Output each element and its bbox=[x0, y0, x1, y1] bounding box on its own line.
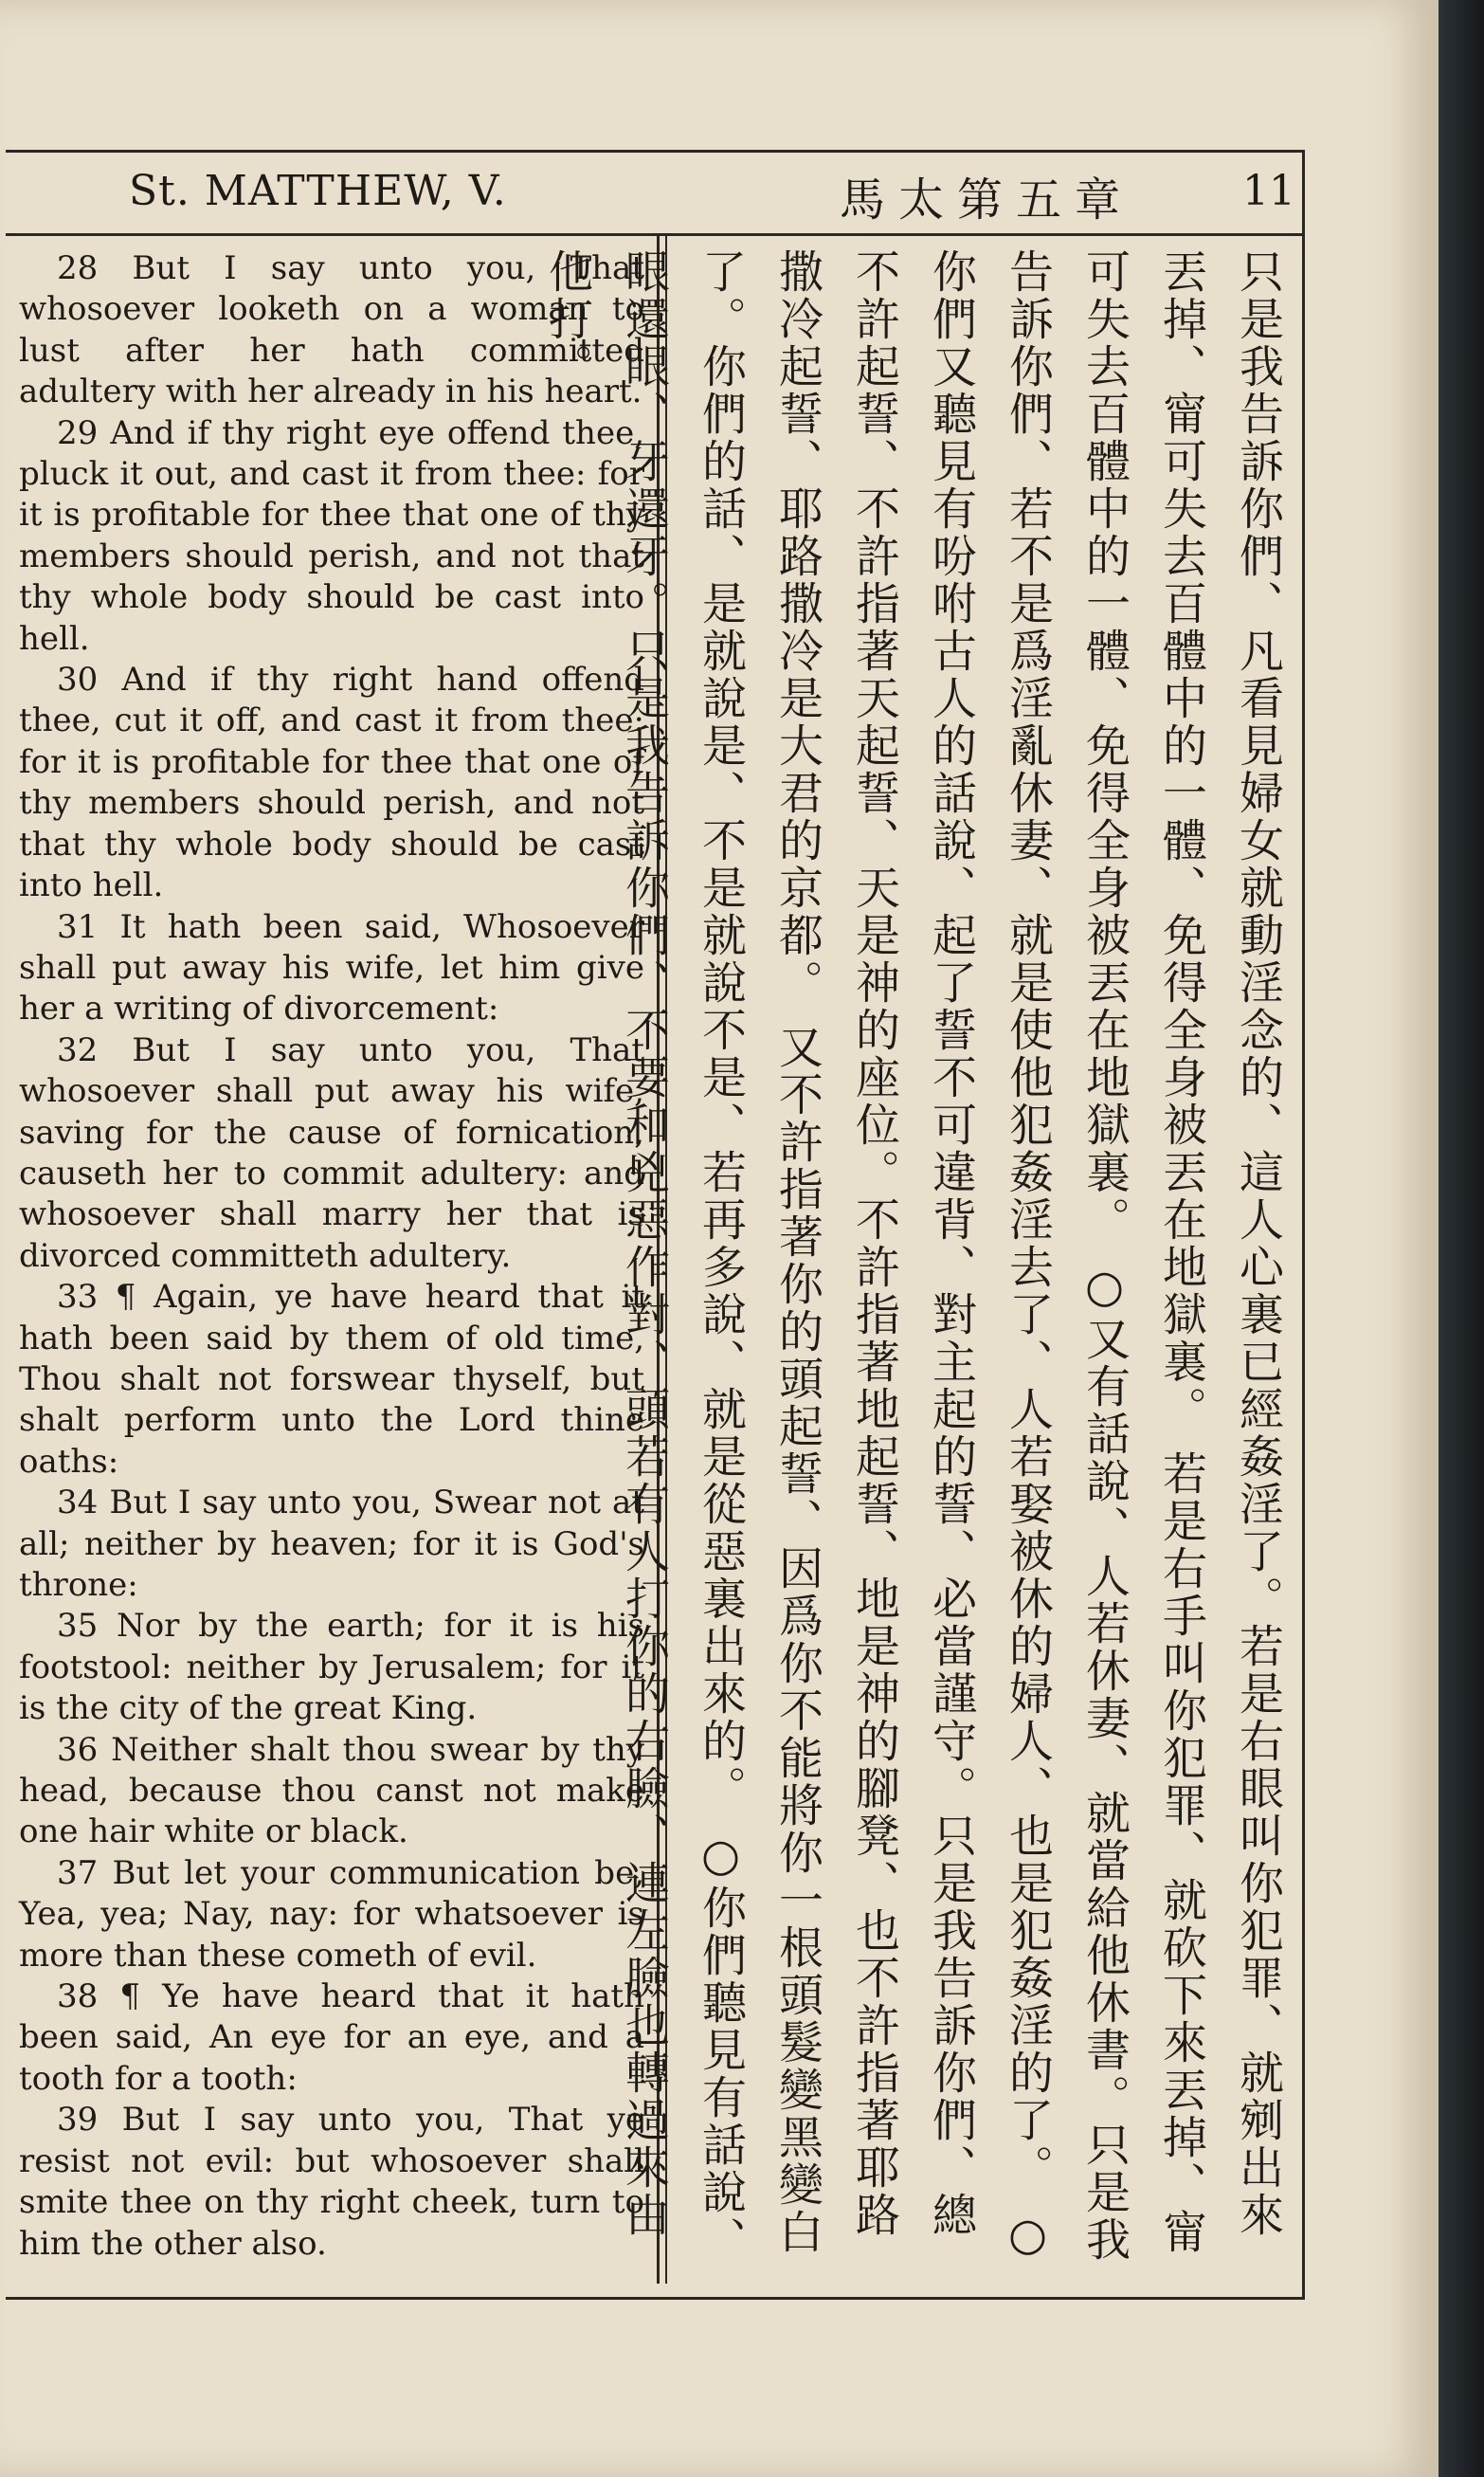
chinese-passage: 若是右手叫你犯罪、就砍下來丟掉、甯可失去百體中的一體、免得全身被丟在地獄裏。 bbox=[1078, 248, 1207, 2256]
chinese-passage: 只是我告訴你們、凡看見婦女就動淫念的、這人心裏已經姦淫了。若是右眼叫你犯罪、就剜出來丟掉、甯可失去百體中的一體、免得全身被丟在地獄裏。 bbox=[1155, 248, 1284, 2239]
running-header bbox=[6, 150, 1302, 236]
verse-36: 36 Neither shalt thou swear by thy head, because thou canst not make one hair white or black. bbox=[19, 1730, 644, 1851]
english-text-column bbox=[19, 248, 644, 2265]
verse-28: 28 But I say unto you, That whosoever looketh on a woman to lust after her hath committed adultery with her already in his heart. bbox=[19, 249, 644, 411]
chinese-text-column bbox=[541, 248, 1296, 2268]
verse-38: 38 ¶ Ye have heard that it hath been said, An eye for an eye, and a tooth for a tooth: bbox=[19, 1977, 644, 2098]
verse-31: 31 It hath been said, Whosoever shall put away his wife, let him give her a writing of divorcement: bbox=[19, 907, 644, 1029]
verse-35: 35 Nor by the earth; for it is his footstool: neither by Jerusalem; for it is the city of the great King. bbox=[19, 1607, 644, 1728]
verse-39: 39 But I say unto you, That ye resist not evil: but whosoever shall smite thee on thy right cheek, turn to him the other also. bbox=[19, 2101, 644, 2263]
header-english-title: St. MATTHEW, V. bbox=[129, 167, 507, 215]
chinese-passage: ○又有話說、人若休妻、就當給他休書。只是我告訴你們、若不是爲淫亂休妻、就是使他犯姦淫去了、人若娶被休的婦人、也是犯姦淫的了。 bbox=[1002, 248, 1131, 2264]
verse-33: 33 ¶ Again, ye have heard that it hath been said by them of old time, Thou shalt not forswear thyself, but shalt perform unto the Lord thine oaths: bbox=[19, 1278, 644, 1481]
chinese-passage: ○你們又聽見有吩咐古人的話說、起了誓不可違背、對主起的誓、必當謹守。只是我告訴你們、總不許起誓、不許指著天起誓、天是神的座位。不許指著地起誓、地是神的腳凳、也不許指著耶路撒冷起誓、耶路撒冷是大君的京都。 bbox=[771, 248, 1054, 2264]
verse-29: 29 And if thy right eye offend thee, pluck it out, and cast it from thee: for it is profitable for thee that one of thy members should perish, and not that thy whole body should be cast into hell. bbox=[19, 413, 644, 658]
verse-32: 32 But I say unto you, That whosoever shall put away his wife, saving for the cause of fornication, causeth her to commit adultery: and whosoever shall marry her that is divorced committeth adultery. bbox=[19, 1030, 644, 1275]
verse-37: 37 But let your communication be, Yea, yea; Nay, nay: for whatsoever is more than these cometh of evil. bbox=[19, 1853, 644, 1975]
header-chinese-title: 馬太第五章 bbox=[840, 173, 1134, 227]
chinese-passage: ○你們聽見有話說、眼還眼、牙還牙。只是我告訴你們、不要和兇惡作對、頭若有人打你的右臉、連左臉也轉過來由他打。 bbox=[541, 248, 747, 2264]
verse-34: 34 But I say unto you, Swear not at all; neither by heaven; for it is God's throne: bbox=[19, 1484, 644, 1604]
chinese-passage: 又不許指著你的頭起誓、因爲你不能將你一根頭髮變黑變白了。你們的話、是就說是、不是就說不是、若再多說、就是從惡裏出來的。 bbox=[695, 248, 823, 2256]
page-number: 11 bbox=[1242, 167, 1295, 215]
verse-30: 30 And if thy right hand offend thee, cut it off, and cast it from thee: for it is profitable for thee that one of thy members should perish, and not that thy whole body should be cast into hell. bbox=[19, 661, 644, 905]
book-spine bbox=[1439, 0, 1484, 2477]
